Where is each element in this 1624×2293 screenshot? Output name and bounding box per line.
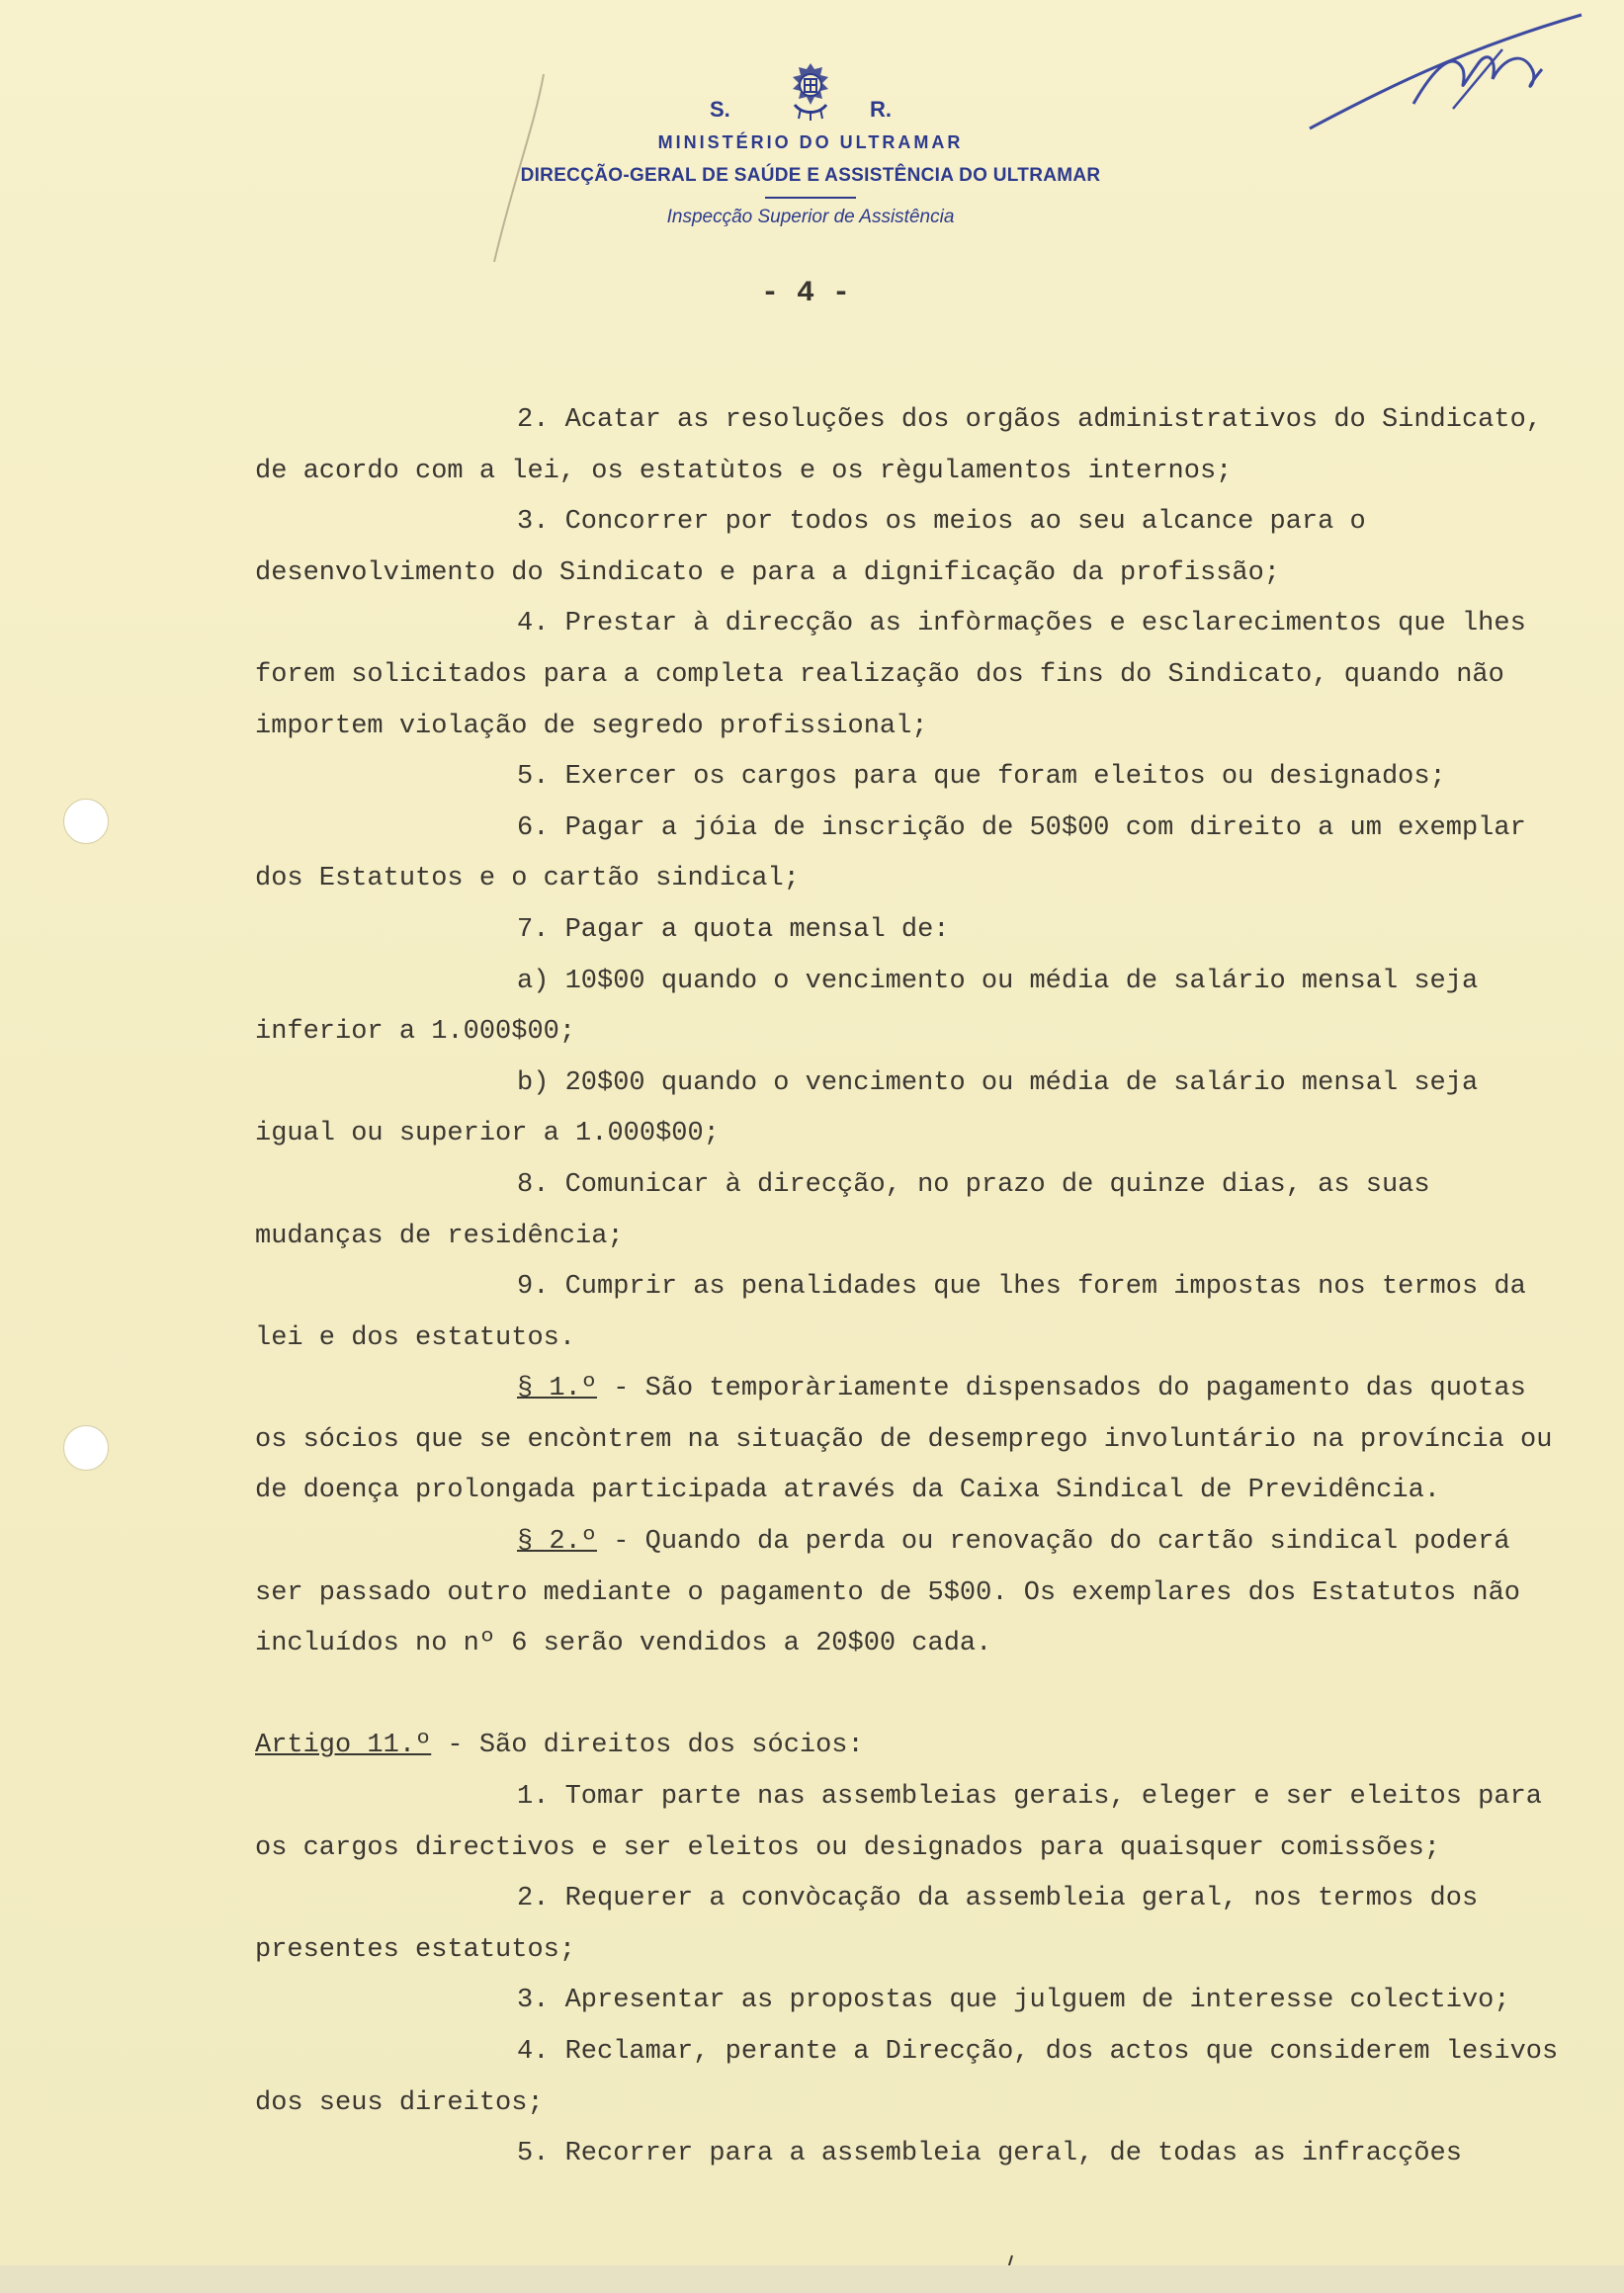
duty-6: 6. Pagar a jóia de inscrição de 50$00 com direito a um exemplar dos Estatutos e o cartão sindical; [255, 812, 1526, 894]
duty-3: 3. Concorrer por todos os meios ao seu alcance para o desenvolvimento do Sindicato e para a dignificação da profissão; [255, 507, 1366, 588]
letterhead-rule [765, 197, 856, 199]
scan-bottom-edge [0, 2265, 1624, 2293]
sr-line [435, 97, 1186, 127]
duty-9: 9. Cumprir as penalidades que lhes forem impostas nos termos da lei e dos estatutos. [255, 1272, 1526, 1353]
duty-2: 2. Acatar as resoluções dos orgãos administrativos do Sindicato, de acordo com a lei, os estatùtos e os règulamentos internos; [255, 405, 1542, 486]
article-11-label: Artigo 11.º [255, 1731, 432, 1761]
punch-hole-bottom [63, 1425, 109, 1471]
section-2 [255, 1517, 1570, 1670]
section-1-text: - São temporàriamente dispensados do pagamento das quotas os sócios que se encòntrem na situação de desemprego involuntário na província ou de doença prolongada participada através da Caixa Sindical de Previdência. [255, 1374, 1553, 1506]
sr-left: S. [710, 97, 730, 122]
page-number: - 4 - [761, 277, 851, 310]
duty-4: 4. Prestar à direcção as infòrmações e esclarecimentos que lhes forem solicitados para a completa realização dos fins do Sindicato, quando não importem violação de segredo profissional; [255, 609, 1526, 741]
signature-mark [1305, 10, 1601, 148]
right-3: 3. Apresentar as propostas que julguem de interesse colectivo; [517, 1986, 1510, 2016]
direction-title: DIRECÇÃO-GERAL DE SAÚDE E ASSISTÊNCIA DO ULTRAMAR [520, 165, 1101, 186]
right-2: 2. Requerer a convòcação da assembleia geral, nos termos dos presentes estatutos; [255, 1884, 1479, 1965]
right-5: 5. Recorrer para a assembleia geral, de todas as infracções [517, 2139, 1462, 2169]
sr-right: R. [870, 97, 892, 122]
duty-8: 8. Comunicar à direcção, no prazo de quinze dias, as suas mudanças de residência; [255, 1169, 1430, 1251]
section-1-label: § 1.º [517, 1374, 598, 1404]
letterhead [435, 59, 1186, 228]
duty-7: 7. Pagar a quota mensal de: [517, 914, 950, 945]
ministry-title: MINISTÉRIO DO ULTRAMAR [657, 132, 964, 152]
section-2-text: - Quando da perda ou renovação do cartão sindical poderá ser passado outro mediante o pagamento de 5$00. Os exemplares dos Estatutos não incluídos no nº 6 serão vendidos a 20$00 cada. [255, 1527, 1521, 1659]
section-1 [255, 1364, 1570, 1517]
section-2-label: § 2.º [517, 1527, 598, 1558]
duty-5: 5. Exercer os cargos para que foram eleitos ou designados; [517, 762, 1446, 793]
spacer [255, 1670, 1570, 1722]
document-body [255, 395, 1570, 2180]
punch-hole-top [63, 799, 109, 844]
article-11-heading [255, 1721, 1570, 1772]
duty-7a: a) 10$00 quando o vencimento ou média de salário mensal seja inferior a 1.000$00; [255, 966, 1479, 1048]
article-11-text: - São direitos dos sócios: [431, 1731, 864, 1761]
right-4: 4. Reclamar, perante a Direcção, dos actos que considerem lesivos dos seus direitos; [255, 2037, 1559, 2118]
inspection-title: Inspecção Superior de Assistência [666, 207, 955, 227]
right-1: 1. Tomar parte nas assembleias gerais, eleger e ser eleitos para os cargos directivos e ser eleitos ou designados para quaisquer comissões; [255, 1782, 1542, 1863]
duty-7b: b) 20$00 quando o vencimento ou média de salário mensal seja igual ou superior a 1.000$00; [255, 1067, 1479, 1149]
